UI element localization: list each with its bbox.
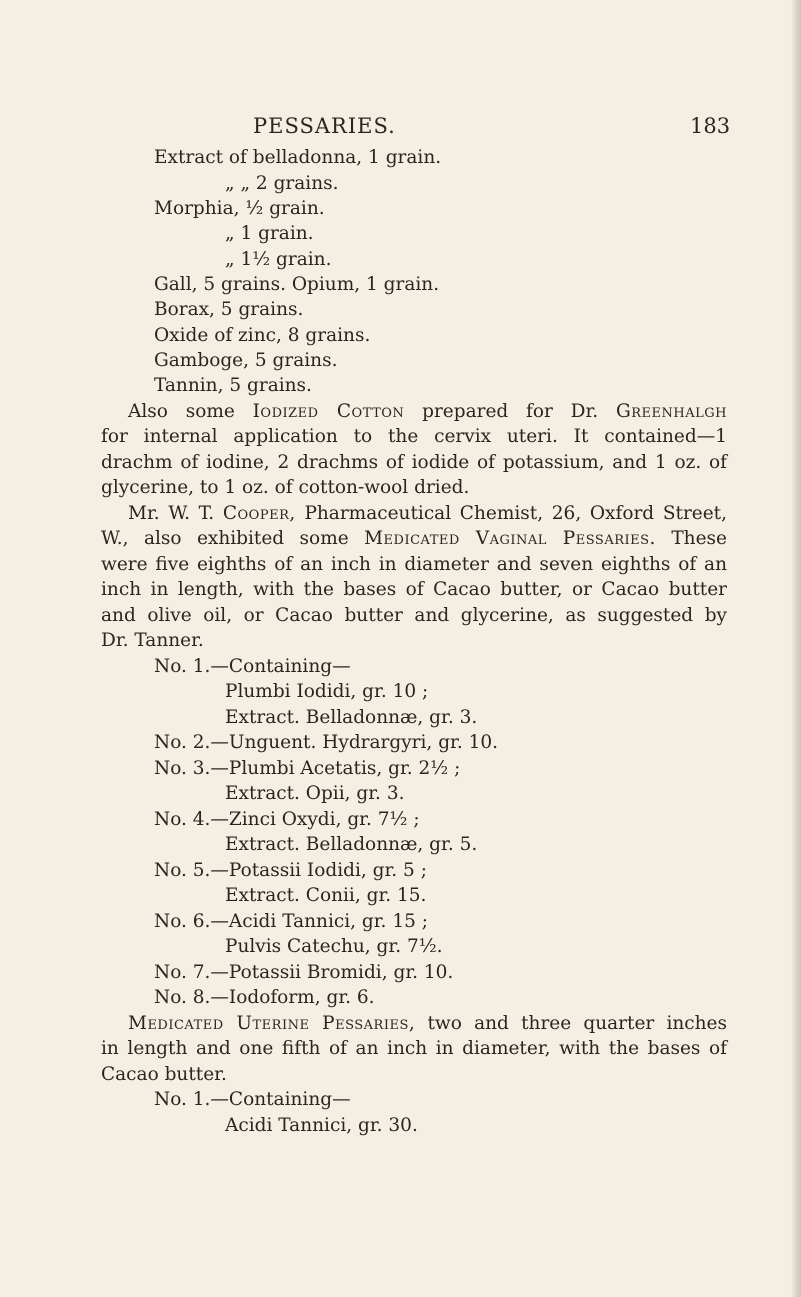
paragraph-line: for internal application to the cervix uteri. It contained—1	[101, 426, 727, 447]
list-item: No. 5.—Potassii Iodidi, gr. 5 ;	[154, 860, 427, 881]
page-number: 183	[690, 114, 731, 138]
person-name: Cooper,	[222, 503, 296, 524]
paragraph-line: in length and one fifth of an inch in diameter, with the bases of	[101, 1038, 727, 1059]
list-item: Morphia, ½ grain.	[154, 198, 325, 219]
paragraph-line: Also some Iodized Cotton prepared for Dr. Greenhalgh	[128, 401, 727, 422]
person-name: Greenhalgh	[615, 401, 727, 422]
list-item: No. 2.—Unguent. Hydrargyri, gr. 10.	[154, 732, 499, 753]
list-item: No. 1.—Containing—	[154, 1089, 351, 1110]
list-item: No. 3.—Plumbi Acetatis, gr. 2½ ;	[154, 758, 461, 779]
small-caps-term: Medicated Vaginal Pessaries.	[364, 528, 656, 549]
list-item: Oxide of zinc, 8 grains.	[154, 325, 371, 346]
list-item: Extract. Conii, gr. 15.	[225, 885, 427, 906]
paragraph-line: glycerine, to 1 oz. of cotton-wool dried.	[101, 477, 470, 498]
list-item: Gamboge, 5 grains.	[154, 350, 338, 371]
list-item: No. 7.—Potassii Bromidi, gr. 10.	[154, 962, 454, 983]
page-edge-shadow	[791, 0, 801, 1297]
small-caps-term: Medicated Uterine Pessaries,	[128, 1013, 416, 1034]
paragraph-line: drachm of iodine, 2 drachms of iodide of potassium, and 1 oz. of	[101, 452, 727, 473]
paragraph-line: Mr. W. T. Cooper, Pharmaceutical Chemist, 26, Oxford Street,	[128, 503, 727, 524]
list-item: „ „ 2 grains.	[225, 173, 339, 194]
running-header-title: PESSARIES.	[253, 114, 396, 138]
list-item: Extract. Belladonnæ, gr. 3.	[225, 707, 478, 728]
list-item: Borax, 5 grains.	[154, 299, 304, 320]
paragraph-line: W., also exhibited some Medicated Vaginal Pessaries. These	[101, 528, 727, 549]
list-item: „ 1 grain.	[225, 223, 314, 244]
list-item: Gall, 5 grains. Opium, 1 grain.	[154, 274, 440, 295]
list-item: „ 1½ grain.	[225, 249, 332, 270]
list-item: Acidi Tannici, gr. 30.	[225, 1115, 418, 1136]
list-item: Pulvis Catechu, gr. 7½.	[225, 936, 443, 957]
paragraph-line: Cacao butter.	[101, 1064, 227, 1085]
list-item: No. 6.—Acidi Tannici, gr. 15 ;	[154, 911, 428, 932]
list-item: No. 8.—Iodoform, gr. 6.	[154, 987, 375, 1008]
paragraph-line: inch in length, with the bases of Cacao butter, or Cacao butter	[101, 579, 727, 600]
list-item: No. 4.—Zinci Oxydi, gr. 7½ ;	[154, 809, 420, 830]
list-item: Plumbi Iodidi, gr. 10 ;	[225, 681, 429, 702]
paragraph-line: and olive oil, or Cacao butter and glycerine, as suggested by	[101, 605, 727, 626]
list-item: Extract of belladonna, 1 grain.	[154, 147, 442, 168]
paragraph-line: Dr. Tanner.	[101, 630, 204, 651]
list-item: No. 1.—Containing—	[154, 656, 351, 677]
list-item: Extract. Opii, gr. 3.	[225, 783, 405, 804]
paragraph-line: Medicated Uterine Pessaries, two and three quarter inches	[128, 1013, 727, 1034]
list-item: Extract. Belladonnæ, gr. 5.	[225, 834, 478, 855]
list-item: Tannin, 5 grains.	[154, 375, 312, 396]
paragraph-line: were five eighths of an inch in diameter and seven eighths of an	[101, 554, 727, 575]
small-caps-term: Iodized Cotton	[252, 401, 405, 422]
